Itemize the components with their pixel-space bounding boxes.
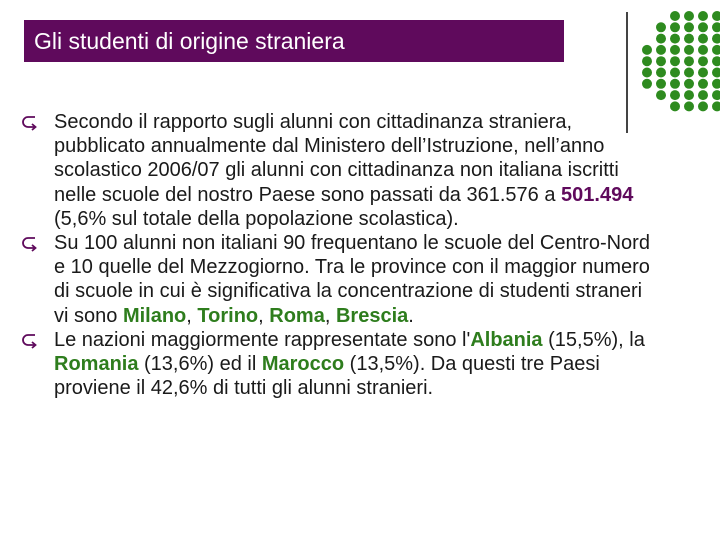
bullet-item-2 [20, 231, 660, 328]
decorative-dot [712, 34, 720, 44]
highlight-marocco: Marocco [261, 353, 345, 376]
bullet-list [20, 110, 660, 400]
separator: , [258, 304, 270, 327]
slide-title-bar [24, 20, 564, 62]
decorative-dot [642, 56, 652, 66]
decorative-dot [712, 22, 720, 32]
bullet-3-text: (15,5%), la [542, 328, 645, 351]
decorative-dot [656, 56, 666, 66]
slide-title: Gli studenti di origine straniera [34, 27, 345, 54]
decorative-dot [698, 45, 708, 55]
curved-arrow-icon [20, 234, 38, 252]
decorative-dot [642, 68, 652, 78]
bullet-3-text: (13,6%) ed il [138, 353, 262, 376]
decorative-dot [656, 22, 666, 32]
decorative-dot [698, 79, 708, 89]
bullet-3-text-end: (13,5%). Da questi tre Paesi proviene il 42,6% di tutti gli alunni stranieri. [54, 353, 600, 400]
decorative-dot [684, 68, 694, 78]
decorative-dot [670, 45, 680, 55]
highlight-roma: Roma [269, 304, 325, 327]
highlight-albania: Albania [470, 328, 543, 351]
decorative-dot [698, 68, 708, 78]
curved-arrow-icon [20, 331, 38, 349]
decorative-dot [670, 68, 680, 78]
decorative-dot [712, 68, 720, 78]
decorative-dot [698, 11, 708, 21]
decorative-dot [670, 56, 680, 66]
decorative-dot [656, 34, 666, 44]
decorative-dot [698, 101, 708, 111]
decorative-dot [698, 34, 708, 44]
separator: , [186, 304, 198, 327]
highlight-torino: Torino [197, 304, 259, 327]
bullet-item-1 [20, 110, 660, 231]
decorative-dot [642, 79, 652, 89]
decorative-dot [656, 68, 666, 78]
bullet-1-text: Secondo il rapporto sugli alunni con cittadinanza straniera, pubblicato annualmente dal Ministero dell’Istruzione, nell’anno scolastico 2006/07 gli alunni con cittadinanza non italiana iscritti nelle scuole del nostro Paese sono passati da 361.576 a [54, 111, 619, 206]
decorative-dot [712, 45, 720, 55]
decorative-dot [656, 45, 666, 55]
decorative-dot [656, 90, 666, 100]
decorative-dot [656, 79, 666, 89]
decorative-dot [712, 79, 720, 89]
decorative-dot [698, 90, 708, 100]
decorative-dot [712, 56, 720, 66]
decorative-dot [712, 90, 720, 100]
highlight-student-count: 501.494 [561, 183, 634, 206]
decorative-dot [670, 90, 680, 100]
bullet-2-end: . [408, 304, 414, 327]
bullet-item-3 [20, 328, 660, 401]
decorative-dot [698, 56, 708, 66]
decorative-dot [684, 101, 694, 111]
decorative-dot [670, 101, 680, 111]
bullet-3-text: Le nazioni maggiormente rappresentate sono l' [54, 328, 471, 351]
decorative-dot [642, 45, 652, 55]
decorative-dot [684, 34, 694, 44]
decorative-dot [684, 90, 694, 100]
decorative-dot [684, 56, 694, 66]
bullet-1-text-end: (5,6% sul totale della popolazione scolastica). [54, 207, 459, 230]
decorative-dot [670, 22, 680, 32]
highlight-romania: Romania [54, 353, 139, 376]
highlight-milano: Milano [122, 304, 187, 327]
highlight-brescia: Brescia [335, 304, 409, 327]
decorative-dot [698, 22, 708, 32]
decorative-dot [670, 11, 680, 21]
curved-arrow-icon [20, 113, 38, 131]
decorative-dot [684, 11, 694, 21]
bullet-2-text: Su 100 alunni non italiani 90 frequentano le scuole del Centro-Nord e 10 quelle del Mezzogiorno. Tra le province con il maggior numero di scuole in cui è significativa la concentrazione di studenti straneri vi sono [54, 232, 650, 327]
decorative-dot [684, 79, 694, 89]
decorative-dot [684, 22, 694, 32]
decorative-dot [712, 101, 720, 111]
decorative-dot [712, 11, 720, 21]
separator: , [324, 304, 336, 327]
decorative-dot [684, 45, 694, 55]
decorative-dot [670, 79, 680, 89]
decorative-dot [670, 34, 680, 44]
